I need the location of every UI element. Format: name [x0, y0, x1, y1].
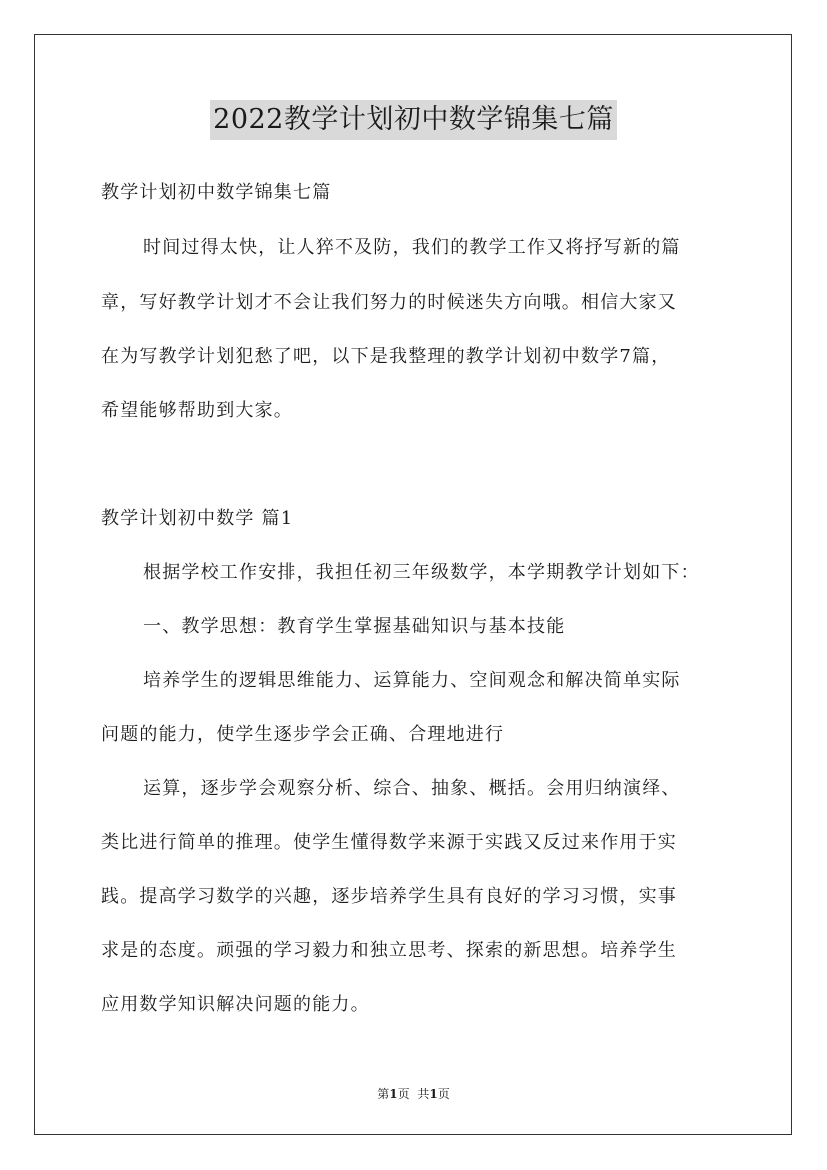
document-subtitle: 教学计划初中数学锦集七篇	[101, 182, 332, 203]
intro-line-1: 时间过得太快，让人猝不及防，我们的教学工作又将抒写新的篇	[143, 237, 681, 258]
page-suffix: 页	[397, 1087, 410, 1101]
body-line-9: 应用数学知识解决问题的能力。	[101, 994, 370, 1015]
body-line-2: 一、教学思想：教育学生掌握基础知识与基本技能	[143, 616, 566, 637]
intro-line-4: 希望能够帮助到大家。	[101, 400, 293, 421]
total-prefix: 共	[417, 1087, 430, 1101]
page-footer	[0, 1086, 827, 1102]
body-line-3: 培养学生的逻辑思维能力、运算能力、空间观念和解决简单实际	[143, 670, 681, 691]
body-line-6: 类比进行简单的推理。使学生懂得数学来源于实践又反过来作用于实	[101, 832, 677, 853]
intro-line-3: 在为写教学计划犯愁了吧，以下是我整理的教学计划初中数学7篇，	[101, 346, 671, 367]
section-heading: 教学计划初中数学 篇1	[101, 508, 294, 529]
page-prefix: 第	[377, 1087, 390, 1101]
page-number: 1	[389, 1087, 398, 1101]
intro-line-2: 章，写好教学计划才不会让我们努力的时候迷失方向哦。相信大家又	[101, 292, 677, 313]
body-line-1: 根据学校工作安排，我担任初三年级数学，本学期教学计划如下：	[143, 562, 700, 583]
body-line-5: 运算，逐步学会观察分析、综合、抽象、概括。会用归纳演绎、	[143, 778, 681, 799]
total-number: 1	[429, 1087, 438, 1101]
document-title: 2022教学计划初中数学锦集七篇	[210, 100, 617, 140]
body-line-4: 问题的能力，使学生逐步学会正确、合理地进行	[101, 724, 505, 745]
body-line-7: 践。提高学习数学的兴趣，逐步培养学生具有良好的学习习惯，实事	[101, 886, 677, 907]
total-suffix: 页	[437, 1087, 450, 1101]
title-block	[0, 100, 827, 140]
body-line-8: 求是的态度。顽强的学习毅力和独立思考、探索的新思想。培养学生	[101, 940, 677, 961]
